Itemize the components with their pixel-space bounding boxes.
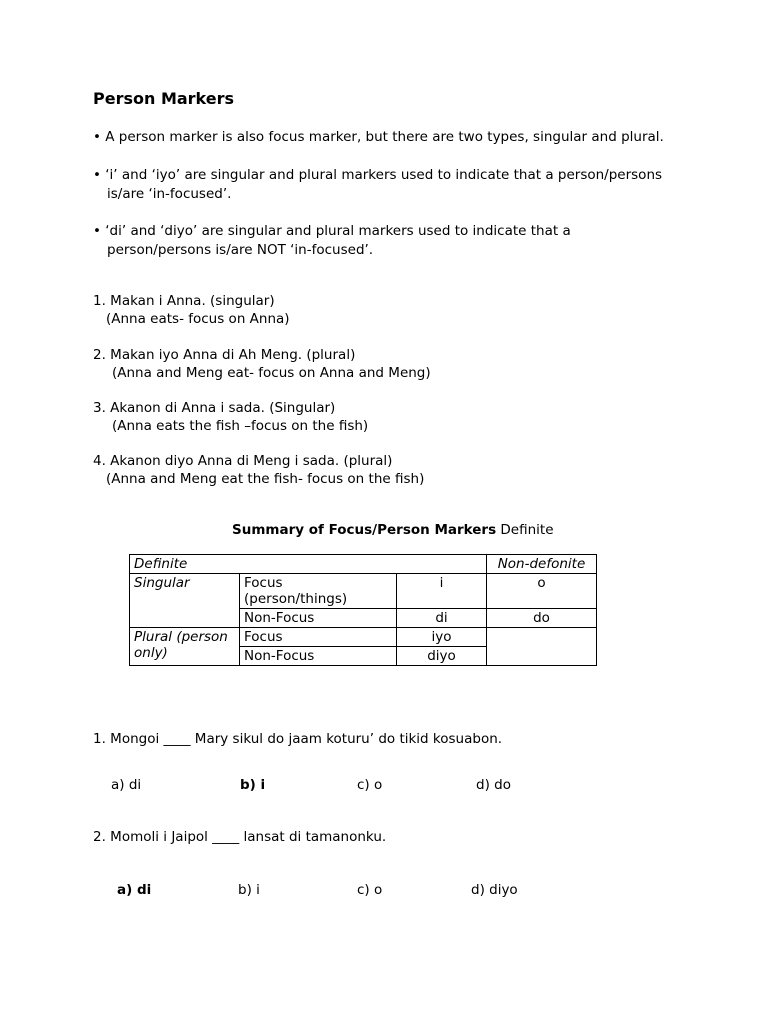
example-translation: (Anna and Meng eat- focus on Anna and Meng) <box>112 365 431 381</box>
row-label-singular: Singular <box>130 574 240 628</box>
option-2d[interactable]: d) diyo <box>471 882 518 898</box>
non-definite-marker: o <box>487 574 597 609</box>
definite-marker: iyo <box>397 628 487 647</box>
example-sentence: 4. Akanon diyo Anna di Meng i sada. (plural) <box>93 453 393 469</box>
bullet-text: • ‘di’ and ‘diyo’ are singular and plural markers used to indicate that a <box>93 223 571 239</box>
table-caption-rest: Definite <box>496 522 554 538</box>
bullet-text: • A person marker is also focus marker, but there are two types, singular and plural. <box>93 129 664 145</box>
option-1a[interactable]: a) di <box>111 777 142 793</box>
marker-type: Non-Focus <box>240 609 397 628</box>
definite-marker: di <box>397 609 487 628</box>
non-definite-marker-empty <box>487 628 597 666</box>
bullet-1 <box>93 128 664 147</box>
summary-table <box>129 554 597 666</box>
example-3 <box>93 399 368 435</box>
bullet-text: • ‘i’ and ‘iyo’ are singular and plural markers used to indicate that a person/persons <box>93 167 663 183</box>
example-2 <box>93 346 431 382</box>
option-1b-answer[interactable]: b) i <box>240 777 266 793</box>
definite-marker: i <box>397 574 487 609</box>
marker-type: Non-Focus <box>240 647 397 666</box>
table-caption-bold: Summary of Focus/Person Markers <box>232 522 497 538</box>
example-sentence: 3. Akanon di Anna i sada. (Singular) <box>93 400 336 416</box>
example-translation: (Anna and Meng eat the fish- focus on the fish) <box>106 471 425 487</box>
bullet-text-continued: person/persons is/are NOT ‘in-focused’. <box>107 242 374 258</box>
option-1c[interactable]: c) o <box>357 777 383 793</box>
row-label-plural-line2: only) <box>134 645 168 661</box>
header-non-definite: Non-defonite <box>487 555 597 574</box>
table-caption <box>232 522 554 538</box>
question-2: 2. Momoli i Jaipol ____ lansat di tamanonku. <box>93 829 387 845</box>
definite-marker: diyo <box>397 647 487 666</box>
bullet-text-continued: is/are ‘in-focused’. <box>107 186 232 202</box>
marker-type-note: (person/things) <box>244 591 348 607</box>
marker-type: Focus <box>244 575 283 591</box>
marker-type: Focus <box>240 628 397 647</box>
example-translation: (Anna eats the fish –focus on the fish) <box>112 418 369 434</box>
table-row <box>130 574 597 609</box>
row-label-plural <box>130 628 240 666</box>
header-definite: Definite <box>130 555 487 574</box>
example-1 <box>93 292 290 328</box>
marker-type-cell <box>240 574 397 609</box>
table-header-row <box>130 555 597 574</box>
bullet-2 <box>93 166 662 204</box>
row-label-plural-line1: Plural (person <box>134 629 228 645</box>
option-2b[interactable]: b) i <box>238 882 260 898</box>
option-2a-answer[interactable]: a) di <box>117 882 152 898</box>
option-2c[interactable]: c) o <box>357 882 383 898</box>
example-translation: (Anna eats- focus on Anna) <box>106 311 290 327</box>
bullet-3 <box>93 222 571 260</box>
example-sentence: 2. Makan iyo Anna di Ah Meng. (plural) <box>93 347 356 363</box>
option-1d[interactable]: d) do <box>476 777 511 793</box>
non-definite-marker: do <box>487 609 597 628</box>
example-4 <box>93 452 424 488</box>
example-sentence: 1. Makan i Anna. (singular) <box>93 293 275 309</box>
page-title: Person Markers <box>93 89 235 108</box>
question-1: 1. Mongoi ____ Mary sikul do jaam koturu’ do tikid kosuabon. <box>93 731 503 747</box>
table-row <box>130 628 597 647</box>
